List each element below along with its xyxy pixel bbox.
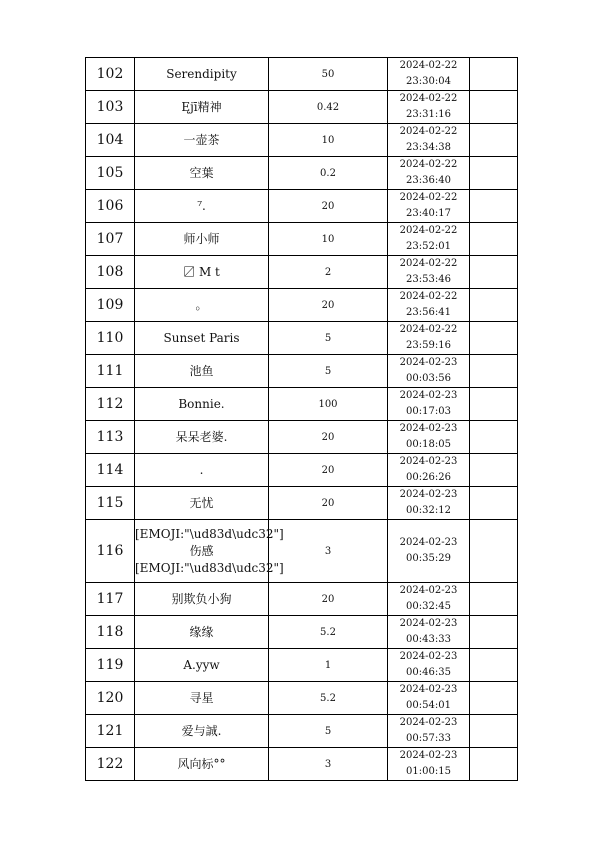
timestamp-time: 23:40:17: [406, 208, 451, 219]
donation-timestamp: [388, 616, 470, 649]
table-row: [86, 223, 518, 256]
table-row: [86, 649, 518, 682]
timestamp-time: 00:03:56: [406, 373, 451, 384]
donor-name: 风向标°°: [135, 748, 269, 781]
donor-name: Serendipity: [135, 58, 269, 91]
empty-cell: [470, 388, 518, 421]
timestamp-date: 2024-02-22: [399, 93, 458, 104]
timestamp-time: 00:35:29: [406, 553, 451, 564]
timestamp-date: 2024-02-23: [399, 717, 458, 728]
row-number: 111: [86, 355, 135, 388]
table-row: [86, 157, 518, 190]
empty-cell: [470, 421, 518, 454]
row-number: 102: [86, 58, 135, 91]
timestamp-time: 23:59:16: [406, 340, 451, 351]
donation-timestamp: [388, 649, 470, 682]
donation-timestamp: [388, 454, 470, 487]
timestamp-date: 2024-02-22: [399, 60, 458, 71]
donation-timestamp: [388, 487, 470, 520]
donor-name: 。: [135, 289, 269, 322]
timestamp-date: 2024-02-23: [399, 489, 458, 500]
timestamp-date: 2024-02-22: [399, 291, 458, 302]
empty-cell: [470, 322, 518, 355]
table-row: [86, 682, 518, 715]
table-row: [86, 715, 518, 748]
donor-name: 池鱼: [135, 355, 269, 388]
row-number: 103: [86, 91, 135, 124]
table-row: [86, 190, 518, 223]
timestamp-date: 2024-02-23: [399, 585, 458, 596]
donation-amount: 5: [269, 355, 388, 388]
timestamp-date: 2024-02-23: [399, 537, 458, 548]
donor-name: 呆呆老婆.: [135, 421, 269, 454]
row-number: 112: [86, 388, 135, 421]
timestamp-date: 2024-02-23: [399, 390, 458, 401]
donation-timestamp: [388, 520, 470, 583]
donation-amount: 2: [269, 256, 388, 289]
table-row: [86, 748, 518, 781]
donation-amount: 5.2: [269, 616, 388, 649]
table-row: [86, 616, 518, 649]
donation-amount: 20: [269, 421, 388, 454]
donation-timestamp: [388, 91, 470, 124]
row-number: 108: [86, 256, 135, 289]
row-number: 120: [86, 682, 135, 715]
table-row: [86, 58, 518, 91]
timestamp-time: 23:36:40: [406, 175, 451, 186]
donor-name: 师小师: [135, 223, 269, 256]
timestamp-time: 00:17:03: [406, 406, 451, 417]
timestamp-time: 00:57:33: [406, 733, 451, 744]
row-number: 109: [86, 289, 135, 322]
timestamp-date: 2024-02-23: [399, 618, 458, 629]
donor-name: 缘缘: [135, 616, 269, 649]
donation-amount: 5: [269, 322, 388, 355]
empty-cell: [470, 616, 518, 649]
timestamp-date: 2024-02-23: [399, 651, 458, 662]
donor-name: .: [135, 454, 269, 487]
row-number: 121: [86, 715, 135, 748]
table-row: [86, 487, 518, 520]
donation-timestamp: [388, 583, 470, 616]
row-number: 118: [86, 616, 135, 649]
timestamp-date: 2024-02-23: [399, 750, 458, 761]
row-number: 110: [86, 322, 135, 355]
donor-name: 〼 M t: [135, 256, 269, 289]
table-row: [86, 289, 518, 322]
timestamp-date: 2024-02-23: [399, 357, 458, 368]
timestamp-time: 00:43:33: [406, 634, 451, 645]
row-number: 114: [86, 454, 135, 487]
timestamp-date: 2024-02-22: [399, 324, 458, 335]
empty-cell: [470, 58, 518, 91]
empty-cell: [470, 715, 518, 748]
table-row: [86, 454, 518, 487]
timestamp-date: 2024-02-22: [399, 225, 458, 236]
timestamp-time: 23:56:41: [406, 307, 451, 318]
timestamp-date: 2024-02-22: [399, 126, 458, 137]
empty-cell: [470, 124, 518, 157]
donation-timestamp: [388, 256, 470, 289]
donation-timestamp: [388, 322, 470, 355]
table-row: [86, 256, 518, 289]
donor-name: Ęjī精神: [135, 91, 269, 124]
row-number: 105: [86, 157, 135, 190]
table-body: [86, 58, 518, 781]
timestamp-time: 00:54:01: [406, 700, 451, 711]
timestamp-time: 23:53:46: [406, 274, 451, 285]
timestamp-time: 23:34:38: [406, 142, 451, 153]
timestamp-time: 01:00:15: [406, 766, 451, 777]
donation-timestamp: [388, 58, 470, 91]
donor-name: Bonnie.: [135, 388, 269, 421]
donor-name: A.yyw: [135, 649, 269, 682]
row-number: 117: [86, 583, 135, 616]
table-row: [86, 91, 518, 124]
empty-cell: [470, 649, 518, 682]
donation-amount: 0.2: [269, 157, 388, 190]
row-number: 115: [86, 487, 135, 520]
timestamp-date: 2024-02-22: [399, 192, 458, 203]
row-number: 119: [86, 649, 135, 682]
empty-cell: [470, 190, 518, 223]
donation-timestamp: [388, 355, 470, 388]
donation-amount: 1: [269, 649, 388, 682]
table-row: [86, 583, 518, 616]
timestamp-time: 00:18:05: [406, 439, 451, 450]
donation-amount: 20: [269, 487, 388, 520]
table-row: [86, 421, 518, 454]
table-row: [86, 355, 518, 388]
donation-amount: 5.2: [269, 682, 388, 715]
donation-amount: 5: [269, 715, 388, 748]
donation-table: [85, 57, 518, 781]
empty-cell: [470, 223, 518, 256]
donation-amount: 20: [269, 583, 388, 616]
table-row: [86, 124, 518, 157]
donation-amount: 10: [269, 223, 388, 256]
timestamp-date: 2024-02-22: [399, 258, 458, 269]
donation-timestamp: [388, 715, 470, 748]
donation-timestamp: [388, 421, 470, 454]
donation-timestamp: [388, 190, 470, 223]
donor-name: [EMOJI:"\ud83d\udc32"]伤感[EMOJI:"\ud83d\udc32"]: [135, 520, 269, 583]
donation-timestamp: [388, 124, 470, 157]
donor-name: 寻星: [135, 682, 269, 715]
row-number: 107: [86, 223, 135, 256]
timestamp-time: 00:32:45: [406, 601, 451, 612]
donation-amount: 50: [269, 58, 388, 91]
empty-cell: [470, 91, 518, 124]
donation-timestamp: [388, 682, 470, 715]
donor-name: 爱与誠.: [135, 715, 269, 748]
donor-name: 无忧: [135, 487, 269, 520]
donation-amount: 20: [269, 190, 388, 223]
timestamp-date: 2024-02-23: [399, 684, 458, 695]
donation-amount: 20: [269, 289, 388, 322]
empty-cell: [470, 583, 518, 616]
table-row: [86, 520, 518, 583]
table-row: [86, 322, 518, 355]
empty-cell: [470, 157, 518, 190]
donation-amount: 3: [269, 520, 388, 583]
donation-timestamp: [388, 388, 470, 421]
donor-name: 一壶茶: [135, 124, 269, 157]
timestamp-time: 00:32:12: [406, 505, 451, 516]
empty-cell: [470, 289, 518, 322]
timestamp-date: 2024-02-23: [399, 423, 458, 434]
donation-timestamp: [388, 748, 470, 781]
empty-cell: [470, 748, 518, 781]
donation-timestamp: [388, 157, 470, 190]
donor-name: Sunset Paris: [135, 322, 269, 355]
timestamp-date: 2024-02-22: [399, 159, 458, 170]
donation-timestamp: [388, 289, 470, 322]
row-number: 122: [86, 748, 135, 781]
table-row: [86, 388, 518, 421]
empty-cell: [470, 487, 518, 520]
timestamp-time: 00:46:35: [406, 667, 451, 678]
timestamp-time: 23:31:16: [406, 109, 451, 120]
donation-amount: 0.42: [269, 91, 388, 124]
row-number: 113: [86, 421, 135, 454]
timestamp-time: 00:26:26: [406, 472, 451, 483]
donation-timestamp: [388, 223, 470, 256]
timestamp-time: 23:30:04: [406, 76, 451, 87]
row-number: 104: [86, 124, 135, 157]
donor-name: 别欺负小狗: [135, 583, 269, 616]
empty-cell: [470, 355, 518, 388]
empty-cell: [470, 520, 518, 583]
donation-amount: 10: [269, 124, 388, 157]
donation-amount: 3: [269, 748, 388, 781]
empty-cell: [470, 256, 518, 289]
timestamp-date: 2024-02-23: [399, 456, 458, 467]
donor-name: 空葉: [135, 157, 269, 190]
row-number: 106: [86, 190, 135, 223]
empty-cell: [470, 454, 518, 487]
timestamp-time: 23:52:01: [406, 241, 451, 252]
donor-name: ⁷.: [135, 190, 269, 223]
donation-amount: 20: [269, 454, 388, 487]
empty-cell: [470, 682, 518, 715]
row-number: 116: [86, 520, 135, 583]
donation-amount: 100: [269, 388, 388, 421]
